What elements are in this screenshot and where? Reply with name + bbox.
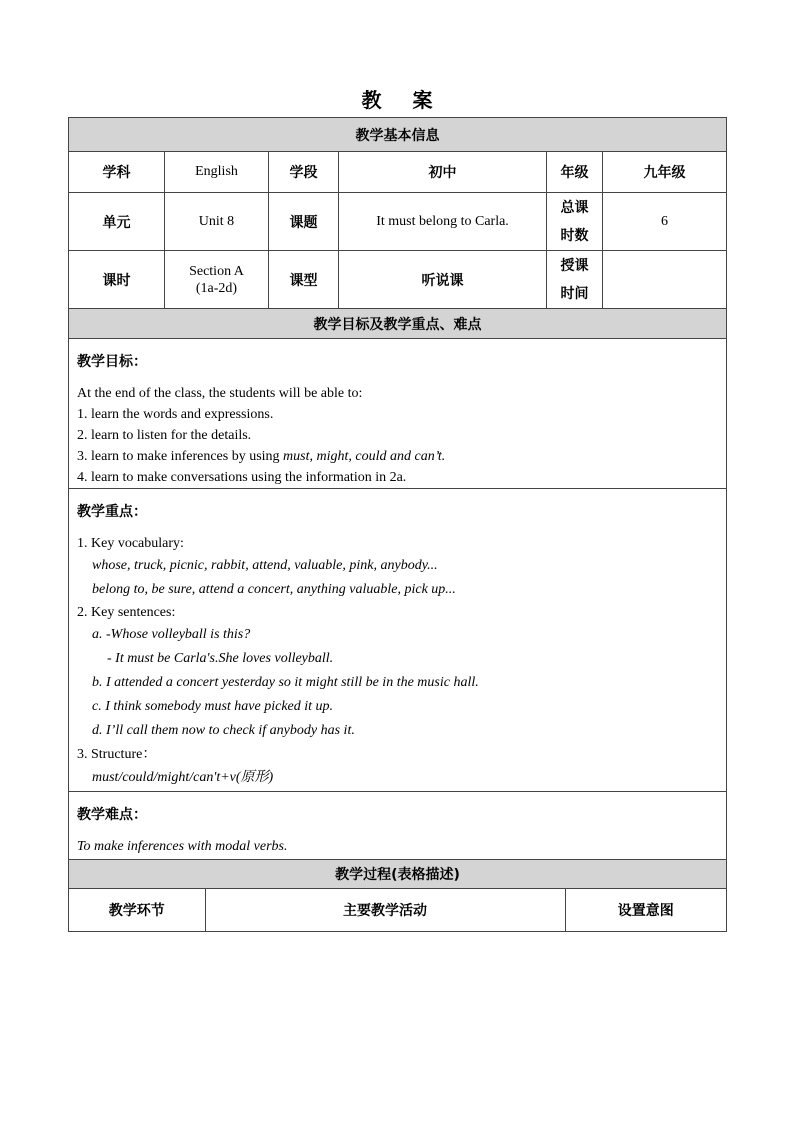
stage-value: 初中 — [339, 152, 547, 193]
objective-item-2: 2. learn to listen for the details. — [77, 428, 252, 443]
basic-info-row-1 — [69, 152, 727, 193]
key-points-section — [69, 489, 727, 792]
total-periods-label-line-2: 时数 — [560, 227, 589, 244]
subject-label: 学科 — [69, 152, 165, 193]
basic-info-header: 教学基本信息 — [69, 118, 727, 152]
basic-info-row-2 — [69, 193, 727, 251]
objective-item-3 — [77, 446, 718, 467]
unit-label: 单元 — [69, 193, 165, 251]
key-sentence-a-question: a. -Whose volleyball is this? — [92, 627, 251, 642]
teaching-time-label-line-1: 授课 — [560, 257, 589, 274]
objective-item-4: 4. learn to make conversations using the information in 2a. — [77, 470, 407, 485]
key-vocabulary-phrases: belong to, be sure, attend a concert, anything valuable, pick up... — [92, 582, 456, 597]
key-vocabulary-words: whose, truck, picnic, rabbit, attend, valuable, pink, anybody... — [92, 558, 438, 573]
subject-value: English — [165, 152, 269, 193]
goals-header: 教学目标及教学重点、难点 — [69, 309, 727, 339]
objectives-heading: 教学目标： — [77, 354, 147, 370]
key-sentence-b: b. I attended a concert yesterday so it might still be in the music hall. — [92, 675, 479, 690]
grade-value: 九年级 — [603, 152, 727, 193]
lesson-type-value: 听说课 — [339, 251, 547, 309]
objective-item-3-text: 3. learn to make inferences by using — [77, 449, 284, 464]
key-sentences-label: 2. Key sentences: — [77, 605, 176, 620]
unit-value: Unit 8 — [165, 193, 269, 251]
objectives-section — [69, 339, 727, 489]
structure-label: 3. Structure： — [77, 747, 157, 762]
topic-label: 课题 — [269, 193, 339, 251]
period-value-line-2: (1a-2d) — [195, 280, 238, 296]
key-vocabulary-label: 1. Key vocabulary: — [77, 536, 184, 551]
process-columns-table — [69, 889, 726, 931]
teaching-time-label — [547, 251, 603, 309]
document-title: 教 案 — [361, 88, 445, 112]
key-sentence-d: d. I’ll call them now to check if anybody has it. — [92, 723, 355, 738]
total-periods-label — [547, 193, 603, 251]
process-header: 教学过程(表格描述) — [69, 860, 727, 889]
total-periods-value: 6 — [603, 193, 727, 251]
basic-info-row-3 — [69, 251, 727, 309]
difficulty-text: To make inferences with modal verbs. — [77, 839, 288, 854]
teaching-time-label-line-2: 时间 — [560, 285, 589, 302]
lesson-type-label: 课型 — [269, 251, 339, 309]
key-sentence-a-answer: - It must be Carla's.She loves volleyball. — [107, 651, 334, 666]
process-col-intent: 设置意图 — [617, 903, 674, 919]
difficulty-heading: 教学难点： — [77, 807, 147, 823]
period-value — [165, 251, 269, 309]
objective-item-3-modal-verbs: must, might, could and can’t. — [283, 449, 446, 464]
structure-pattern: must/could/might/can't+v(原形) — [92, 770, 274, 785]
process-col-stage: 教学环节 — [69, 889, 205, 931]
lesson-plan-table — [68, 117, 727, 932]
grade-label: 年级 — [547, 152, 603, 193]
period-value-line-1: Section A — [189, 263, 244, 279]
difficulty-section — [69, 792, 727, 860]
total-periods-label-line-1: 总课 — [560, 199, 589, 216]
teaching-time-value — [603, 251, 727, 309]
period-label: 课时 — [69, 251, 165, 309]
process-col-activities: 主要教学活动 — [205, 889, 565, 931]
objectives-intro: At the end of the class, the students will be able to: — [77, 386, 363, 401]
process-columns-row — [69, 889, 727, 932]
objective-item-1: 1. learn the words and expressions. — [77, 407, 274, 422]
key-sentence-c: c. I think somebody must have picked it up. — [92, 699, 334, 714]
stage-label: 学段 — [269, 152, 339, 193]
key-points-heading: 教学重点： — [77, 504, 147, 520]
topic-value: It must belong to Carla. — [339, 193, 547, 251]
